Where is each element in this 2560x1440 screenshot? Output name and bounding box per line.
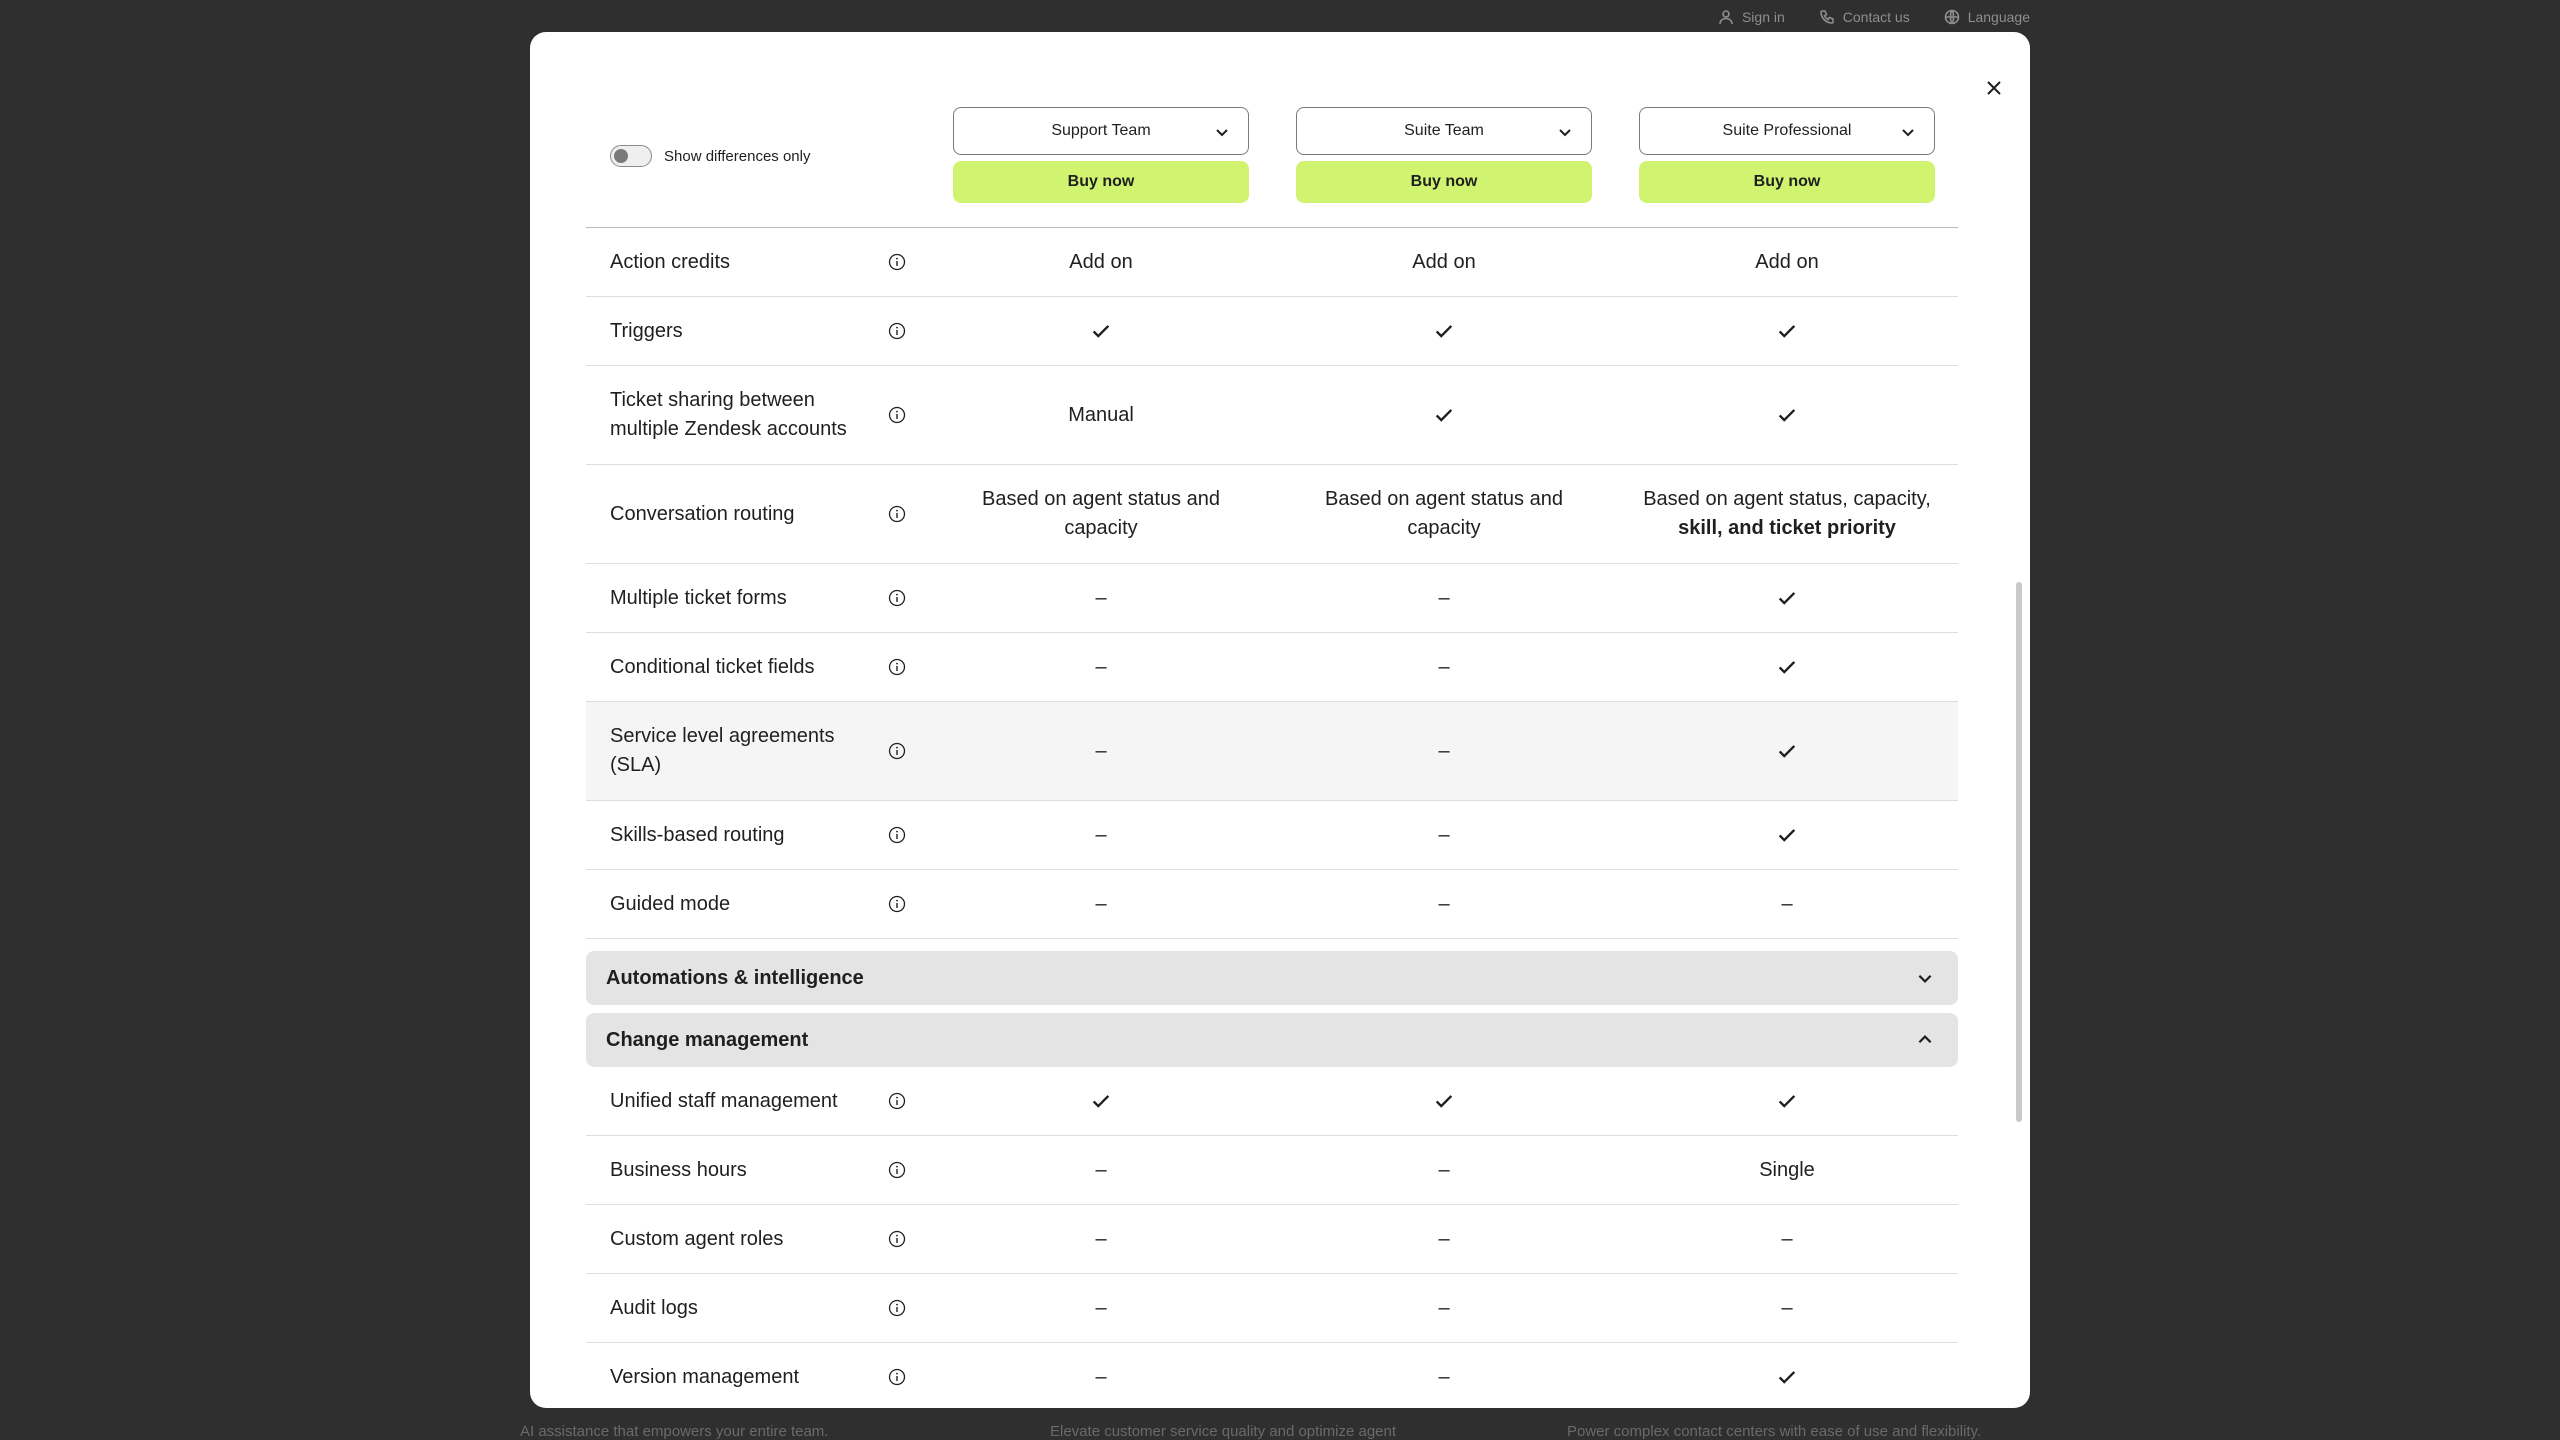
feature-value-text: Based on agent status and capacity: [982, 488, 1220, 539]
feature-value-text: –: [1781, 892, 1793, 915]
feature-label: Guided mode: [610, 892, 731, 915]
info-tooltip-trigger[interactable]: [888, 895, 906, 913]
included-check: [1639, 740, 1935, 762]
info-tooltip-trigger[interactable]: [888, 658, 906, 676]
feature-value: [1296, 821, 1592, 850]
section-change-management[interactable]: [586, 1013, 1958, 1067]
feature-rows-group-a: [586, 228, 1958, 939]
feature-value: [1296, 653, 1592, 682]
feature-value: [1639, 1225, 1935, 1254]
feature-value: [953, 1225, 1249, 1254]
plan-select-label: Suite Team: [1404, 122, 1484, 139]
check-icon: [1776, 320, 1798, 342]
check-icon: [1776, 824, 1798, 846]
feature-value-text: –: [1095, 1296, 1107, 1319]
feature-value-text: –: [1095, 892, 1107, 915]
feature-value: [1639, 1156, 1935, 1185]
feature-value-text: –: [1095, 1158, 1107, 1181]
feature-value: [953, 821, 1249, 850]
info-icon: [888, 1368, 906, 1386]
feature-value: [1296, 1225, 1592, 1254]
chevron-down-icon: [1900, 124, 1916, 140]
close-icon: [1986, 80, 2002, 96]
comparison-table: [586, 32, 1958, 1408]
table-row: [586, 465, 1958, 564]
plan-column-1: [953, 107, 1249, 203]
plan-select-1[interactable]: [953, 107, 1249, 155]
info-icon: [888, 505, 906, 523]
feature-value: [953, 653, 1249, 682]
feature-label: Audit logs: [610, 1296, 698, 1319]
feature-value-emphasis: skill, and ticket priority: [1678, 517, 1896, 539]
toggle-label: Show differences only: [664, 147, 811, 165]
included-check: [1296, 404, 1592, 426]
feature-value-text: –: [1438, 1365, 1450, 1388]
feature-label: Action credits: [610, 250, 731, 273]
feature-label: Version management: [610, 1365, 800, 1388]
buy-now-button-3[interactable]: Buy now: [1639, 161, 1935, 203]
feature-value-text: Manual: [1068, 403, 1134, 426]
info-tooltip-trigger[interactable]: [888, 253, 906, 271]
feature-value-text: –: [1095, 655, 1107, 678]
feature-value-text: –: [1438, 739, 1450, 762]
plan-select-label: Suite Professional: [1722, 122, 1852, 139]
info-tooltip-trigger[interactable]: [888, 1161, 906, 1179]
check-icon: [1776, 656, 1798, 678]
feature-value-text: Add on: [1412, 250, 1476, 273]
contact-us-label: Contact us: [1842, 9, 1910, 25]
feature-value-text: –: [1095, 586, 1107, 609]
feature-value-text: –: [1438, 823, 1450, 846]
included-check: [1639, 824, 1935, 846]
globe-icon: [1944, 9, 1960, 25]
feature-value: [953, 485, 1249, 543]
feature-label: Triggers: [610, 319, 683, 342]
table-row: [586, 1067, 1958, 1136]
feature-value: [1296, 248, 1592, 277]
info-tooltip-trigger[interactable]: [888, 1092, 906, 1110]
top-utility-nav: [1718, 0, 2030, 34]
feature-value: [1296, 485, 1592, 543]
included-check: [1296, 320, 1592, 342]
feature-label: Ticket sharing between multiple Zendesk accounts: [610, 389, 847, 440]
plan-select-2[interactable]: [1296, 107, 1592, 155]
close-button[interactable]: [1978, 72, 2010, 104]
buy-now-button-1[interactable]: Buy now: [953, 161, 1249, 203]
feature-label: Service level agreements (SLA): [610, 725, 835, 776]
feature-label: Unified staff management: [610, 1089, 838, 1112]
info-icon: [888, 895, 906, 913]
check-icon: [1433, 1090, 1455, 1112]
feature-value-text: Add on: [1755, 250, 1819, 273]
check-icon: [1090, 320, 1112, 342]
included-check: [1639, 587, 1935, 609]
feature-value-text: –: [1438, 1296, 1450, 1319]
included-check: [1639, 1090, 1935, 1112]
show-differences-toggle[interactable]: [610, 145, 810, 167]
feature-value-text: Based on agent status and capacity: [1325, 488, 1563, 539]
buy-now-button-2[interactable]: Buy now: [1296, 161, 1592, 203]
table-row: [586, 1205, 1958, 1274]
info-tooltip-trigger[interactable]: [888, 1368, 906, 1386]
info-icon: [888, 1092, 906, 1110]
check-icon: [1433, 320, 1455, 342]
feature-value: [1639, 485, 1935, 543]
sign-in-link[interactable]: [1718, 9, 1785, 25]
chevron-up-icon: [1916, 1031, 1934, 1049]
included-check: [1639, 404, 1935, 426]
included-check: [1639, 1366, 1935, 1388]
feature-value-text: –: [1438, 1227, 1450, 1250]
section-title: Change management: [606, 1028, 809, 1051]
included-check: [1639, 656, 1935, 678]
feature-value: [953, 584, 1249, 613]
info-tooltip-trigger[interactable]: [888, 1230, 906, 1248]
table-row: [586, 1343, 1958, 1408]
table-row: [586, 297, 1958, 366]
feature-value: [953, 401, 1249, 430]
bg-footer-mid: Elevate customer service quality and optimize agent: [1050, 1423, 1397, 1440]
feature-value: [1296, 584, 1592, 613]
info-tooltip-trigger[interactable]: [888, 322, 906, 340]
info-tooltip-trigger[interactable]: [888, 589, 906, 607]
sign-in-label: Sign in: [1741, 9, 1785, 25]
info-tooltip-trigger[interactable]: [888, 1299, 906, 1317]
feature-value-text: [1643, 485, 1931, 543]
toggle-switch[interactable]: [610, 145, 652, 167]
feature-label: Skills-based routing: [610, 823, 785, 846]
language-label: Language: [1967, 9, 2030, 25]
feature-value: [1296, 890, 1592, 919]
feature-value: [953, 737, 1249, 766]
feature-value-text: –: [1781, 1296, 1793, 1319]
info-icon: [888, 406, 906, 424]
feature-value: [953, 1156, 1249, 1185]
feature-value-text: –: [1095, 739, 1107, 762]
table-row: [586, 702, 1958, 801]
info-icon: [888, 322, 906, 340]
info-tooltip-trigger[interactable]: [888, 742, 906, 760]
feature-value: [1296, 1156, 1592, 1185]
table-row: [586, 564, 1958, 633]
feature-value-text: –: [1095, 1227, 1107, 1250]
feature-value-text: –: [1438, 586, 1450, 609]
feature-value: [1296, 1294, 1592, 1323]
info-icon: [888, 589, 906, 607]
feature-value-text: –: [1438, 655, 1450, 678]
feature-value: [953, 1363, 1249, 1392]
feature-value: [1296, 1363, 1592, 1392]
table-row: [586, 366, 1958, 465]
check-icon: [1776, 1366, 1798, 1388]
section-title: Automations & intelligence: [606, 966, 864, 989]
language-link[interactable]: [1944, 9, 2030, 25]
feature-value: [1639, 248, 1935, 277]
included-check: [953, 1090, 1249, 1112]
comparison-header: [586, 32, 1958, 228]
feature-value-text: –: [1095, 823, 1107, 846]
table-row: [586, 633, 1958, 702]
feature-value: [1639, 1294, 1935, 1323]
table-row: [586, 801, 1958, 870]
info-icon: [888, 658, 906, 676]
included-check: [1639, 320, 1935, 342]
chevron-down-icon: [1214, 124, 1230, 140]
feature-value: [953, 890, 1249, 919]
feature-value: [953, 248, 1249, 277]
feature-value-text: –: [1095, 1365, 1107, 1388]
info-icon: [888, 826, 906, 844]
table-row: [586, 1274, 1958, 1343]
info-icon: [888, 1299, 906, 1317]
feature-rows-group-b: [586, 1067, 1958, 1408]
bg-footer-right: Power complex contact centers with ease of use and flexibility.: [1567, 1423, 1982, 1440]
plan-select-label: Support Team: [1051, 122, 1151, 139]
feature-label: Business hours: [610, 1158, 747, 1181]
info-tooltip-trigger[interactable]: [888, 406, 906, 424]
bg-footer-left: AI assistance that empowers your entire team.: [520, 1423, 829, 1440]
feature-label: Custom agent roles: [610, 1227, 784, 1250]
plan-column-3: [1639, 107, 1935, 203]
plan-column-2: [1296, 107, 1592, 203]
plan-select-3[interactable]: [1639, 107, 1935, 155]
contact-us-link[interactable]: [1819, 9, 1910, 25]
table-row: [586, 228, 1958, 297]
info-tooltip-trigger[interactable]: [888, 505, 906, 523]
feature-label: Multiple ticket forms: [610, 586, 787, 609]
phone-icon: [1819, 9, 1835, 25]
feature-value: [1639, 890, 1935, 919]
feature-value: [1296, 737, 1592, 766]
feature-value-text: Single: [1759, 1158, 1815, 1181]
user-icon: [1718, 9, 1734, 25]
info-icon: [888, 1230, 906, 1248]
check-icon: [1776, 587, 1798, 609]
check-icon: [1776, 740, 1798, 762]
check-icon: [1776, 404, 1798, 426]
chevron-down-icon: [1557, 124, 1573, 140]
feature-value: [953, 1294, 1249, 1323]
chevron-down-icon: [1916, 969, 1934, 987]
table-row: [586, 870, 1958, 939]
included-check: [1296, 1090, 1592, 1112]
table-row: [586, 1136, 1958, 1205]
feature-value-text: –: [1781, 1227, 1793, 1250]
info-icon: [888, 253, 906, 271]
feature-label: Conditional ticket fields: [610, 655, 815, 678]
plan-comparison-modal: [530, 32, 2030, 1408]
info-tooltip-trigger[interactable]: [888, 826, 906, 844]
section-automations-intelligence[interactable]: [586, 951, 1958, 1005]
info-icon: [888, 1161, 906, 1179]
check-icon: [1090, 1090, 1112, 1112]
feature-value-part: Based on agent status, capacity,: [1643, 488, 1931, 510]
modal-scrollbar[interactable]: [2016, 582, 2022, 1122]
check-icon: [1433, 404, 1455, 426]
feature-value-text: Add on: [1069, 250, 1133, 273]
feature-value-text: –: [1438, 892, 1450, 915]
feature-label: Conversation routing: [610, 502, 795, 525]
check-icon: [1776, 1090, 1798, 1112]
included-check: [953, 320, 1249, 342]
feature-value-text: –: [1438, 1158, 1450, 1181]
info-icon: [888, 742, 906, 760]
